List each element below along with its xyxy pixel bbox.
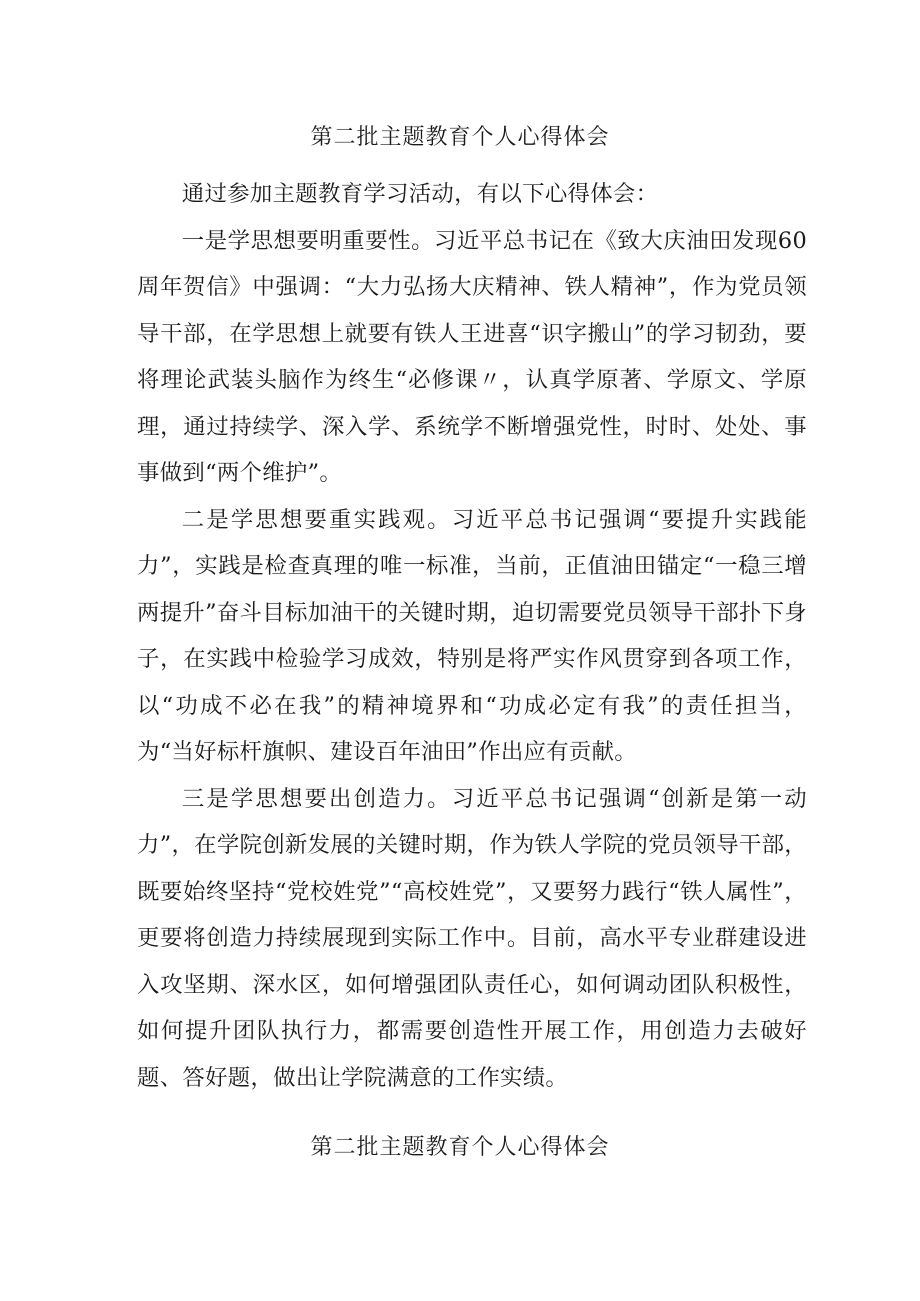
intro-paragraph: 通过参加主题教育学习活动，有以下心得体会： [181,181,659,207]
document-title: 第二批主题教育个人心得体会 [310,125,610,150]
document-body [137,171,807,1101]
paragraph-1: 一是学思想要明重要性。习近平总书记在《致大庆油田发现60周年贺信》中强调：“大力弘扬大庆精神、铁人精神”，作为党员领导干部，在学思想上就要有铁人王进喜“识字搬山”的学习韧劲，要将理论武装头脑作为终生“必修课〃，认真学原著、学原文、学原理，通过持续学、深入学、系统学不断增强党性，时时、处处、事事做到“两个维护”。 [137,227,807,486]
repeated-document-title: 第二批主题教育个人心得体会 [310,1135,610,1160]
paragraph-2: 二是学思想要重实践观。习近平总书记强调“要提升实践能力”，实践是检查真理的唯一标准，当前，正值油田锚定“一稳三增两提升”奋斗目标加油干的关键时期，迫切需要党员领导干部扑下身子，在实践中检验学习成效，特别是将严实作风贯穿到各项工作，以“功成不必在我”的精神境界和“功成必定有我”的责任担当，为“当好标杆旗帜、建设百年油田”作出应有贡献。 [137,506,807,765]
paragraph-3: 三是学思想要出创造力。习近平总书记强调“创新是第一动力”，在学院创新发展的关键时期，作为铁人学院的党员领导干部，既要始终坚持“党校姓党”“高校姓党”，又要努力践行“铁人属性”，更要将创造力持续展现到实际工作中。目前，高水平专业群建设进入攻坚期、深水区，如何增强团队责任心，如何调动团队积极性，如何提升团队执行力，都需要创造性开展工作，用创造力去破好题、答好题，做出让学院满意的工作实绩。 [137,785,807,1091]
